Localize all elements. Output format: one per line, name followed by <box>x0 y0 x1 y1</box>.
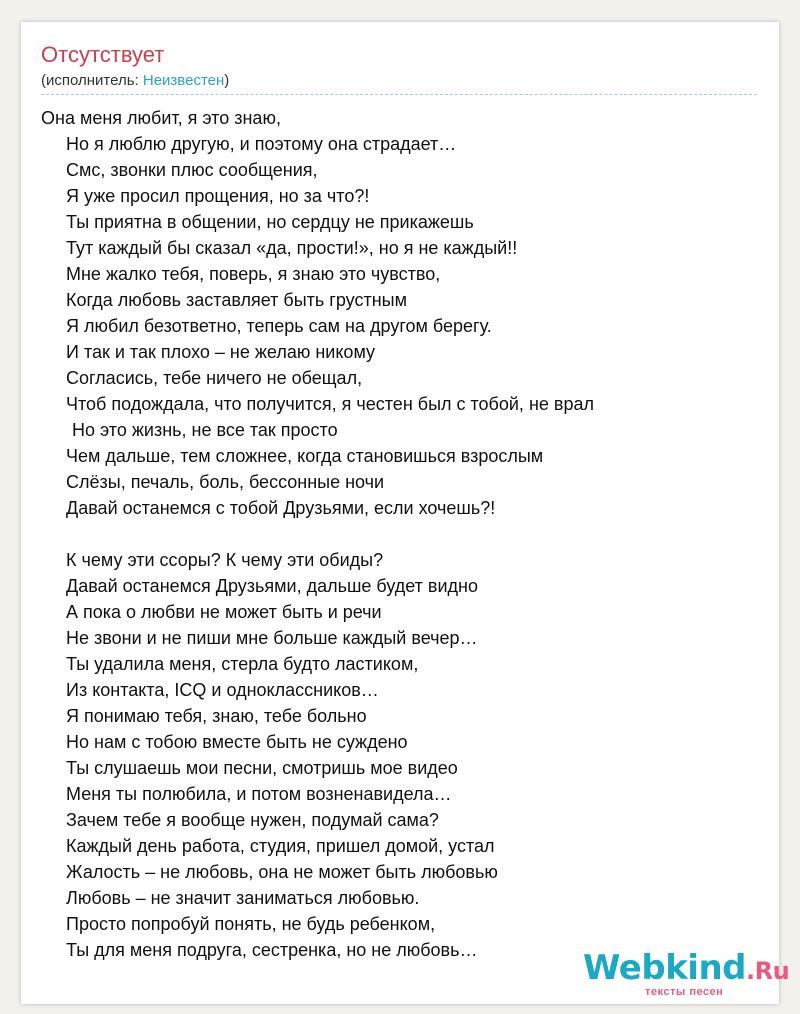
divider <box>41 94 757 95</box>
lyric-line: Чем дальше, тем сложнее, когда становишься взрослым <box>66 446 544 466</box>
site-logo[interactable] <box>581 946 790 1000</box>
lyric-line: Мне жалко тебя, поверь, я знаю это чувство, <box>66 264 441 284</box>
lyric-line: Не звони и не пиши мне больше каждый вечер… <box>66 628 478 648</box>
lyric-line: Я любил безответно, теперь сам на другом берегу. <box>66 316 492 336</box>
stanza-break <box>41 521 761 547</box>
lyric-line: Но это жизнь, не все так просто <box>72 420 338 440</box>
lyric-line: Но нам с тобою вместе быть не суждено <box>66 732 408 752</box>
lyric-line: Из контакта, ICQ и одноклассников… <box>66 680 379 700</box>
artist-link[interactable]: Неизвестен <box>142 72 225 89</box>
lyric-line: Ты приятна в общении, но сердцу не прикажешь <box>66 212 474 232</box>
lyric-line: Но я люблю другую, и поэтому она страдает… <box>66 134 457 154</box>
lyric-line: Ты удалила меня, стерла будто ластиком, <box>66 654 419 674</box>
lyric-line: Давай останемся с тобой Друзьями, если хочешь?! <box>66 498 496 518</box>
lyric-line: И так и так плохо – не желаю никому <box>66 342 376 362</box>
lyrics-body <box>41 105 761 963</box>
logo-tld-text: .Ru <box>746 957 790 985</box>
lyric-line: Зачем тебе я вообще нужен, подумай сама? <box>66 810 439 830</box>
logo-main-text: Webkind <box>583 948 746 988</box>
lyric-line: Жалость – не любовь, она не может быть любовью <box>66 862 498 882</box>
lyric-line: Любовь – не значит заниматься любовью. <box>66 888 420 908</box>
artist-line <box>41 72 229 89</box>
lyric-line: Ты слушаешь мои песни, смотришь мое видео <box>66 758 458 778</box>
lyric-line: Я уже просил прощения, но за что?! <box>66 186 370 206</box>
logo-wordmark <box>583 948 789 988</box>
lyric-line: Она меня любит, я это знаю, <box>41 108 281 128</box>
lyric-line: Меня ты полюбила, и потом возненавидела… <box>66 784 452 804</box>
lyric-line: К чему эти ссоры? К чему эти обиды? <box>66 550 384 570</box>
lyric-line: А пока о любви не может быть и речи <box>66 602 382 622</box>
lyric-line: Я понимаю тебя, знаю, тебе больно <box>66 706 367 726</box>
lyric-line: Согласись, тебе ничего не обещал, <box>66 368 363 388</box>
artist-suffix: ) <box>224 72 230 89</box>
lyric-line: Давай останемся Друзьями, дальше будет видно <box>66 576 478 596</box>
logo-tagline: тексты песен <box>645 986 724 998</box>
lyric-line: Когда любовь заставляет быть грустным <box>66 290 407 310</box>
song-card <box>21 22 790 1004</box>
lyric-line: Каждый день работа, студия, пришел домой, устал <box>66 836 495 856</box>
lyric-line: Просто попробуй понять, не будь ребенком, <box>66 914 436 934</box>
artist-prefix: (исполнитель: <box>41 72 143 89</box>
lyric-line: Смс, звонки плюс сообщения, <box>66 160 318 180</box>
lyric-line: Чтоб подождала, что получится, я честен был с тобой, не врал <box>66 394 594 414</box>
lyric-line: Тут каждый бы сказал «да, прости!», но я не каждый!! <box>66 238 518 258</box>
song-title: Отсутствует <box>41 42 165 67</box>
lyric-line: Слёзы, печаль, боль, бессонные ночи <box>66 472 385 492</box>
lyric-line: Ты для меня подруга, сестренка, но не любовь… <box>66 940 478 960</box>
